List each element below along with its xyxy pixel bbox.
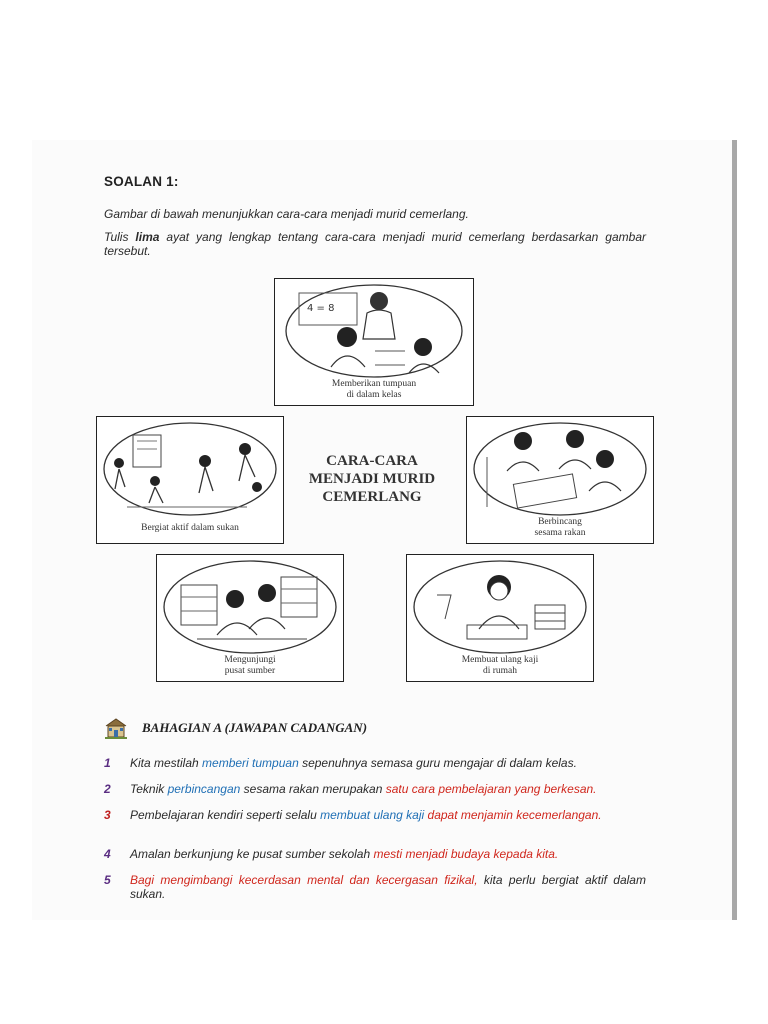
answer-highlight-red: Bagi mengimbangi kecerdasan mental dan kecergasan fizikal, (130, 873, 478, 887)
caption-bottom-left-1: Mengunjungi (224, 655, 276, 665)
instruction-1: Gambar di bawah menunjukkan cara-cara menjadi murid cemerlang. (104, 207, 469, 221)
section-title: BAHAGIAN A (JAWAPAN CADANGAN) (142, 720, 368, 735)
answer-highlight-red: dapat menjamin kecemerlangan. (427, 808, 602, 822)
answer-text: Teknik (130, 782, 168, 796)
caption-right-1: Berbincang (538, 517, 582, 527)
answer-text: kita perlu bergiat aktif dalam sukan. (130, 873, 646, 901)
answer-text: Kita mestilah (130, 756, 203, 770)
answer-highlight-red: satu cara pembelajaran yang berkesan. (385, 782, 597, 796)
answer-text: Amalan berkunjung ke pusat sumber sekolah (130, 847, 374, 861)
instruction-2-bold: lima (135, 230, 160, 244)
picture-class-focus (274, 278, 474, 406)
answer-text: Pembelajaran kendiri seperti selalu (130, 808, 321, 822)
caption-bottom-right-1: Membuat ulang kaji (461, 655, 539, 665)
answer-number: 3 (104, 808, 111, 822)
picture-resource-centre (156, 554, 344, 682)
caption-bottom-right-2: di rumah (482, 666, 518, 676)
center-title-line-1: CARA-CARA (326, 453, 418, 469)
instruction-2-post: ayat yang lengkap tentang cara-cara menjadi murid cemerlang berdasarkan gambar tersebut. (104, 230, 646, 258)
caption-top-1: Memberikan tumpuan (331, 379, 417, 389)
caption-right-2: sesama rakan (534, 528, 586, 538)
answer-number: 4 (104, 847, 111, 861)
center-title (292, 452, 452, 506)
center-title-line-2: MENJADI MURID (308, 471, 436, 487)
caption-top-2: di dalam kelas (346, 390, 402, 400)
answer-number: 1 (104, 756, 111, 770)
page-edge-rule (732, 140, 737, 920)
picture-revision-home (406, 554, 594, 682)
instruction-2-pre: Tulis (104, 230, 136, 244)
school-house-icon (104, 716, 128, 740)
answer-highlight-blue: membuat ulang kaji (320, 808, 425, 822)
instruction-2 (104, 230, 646, 258)
answer-number: 2 (104, 782, 111, 796)
board-text: 4 = 8 (307, 303, 335, 314)
caption-left: Bergiat aktif dalam sukan (141, 523, 239, 533)
caption-bottom-left-2: pusat sumber (224, 666, 276, 676)
answer-highlight-blue: perbincangan (167, 782, 241, 796)
answer-highlight-blue: memberi tumpuan (202, 756, 299, 770)
answer-highlight-red: mesti menjadi budaya kepada kita. (373, 847, 559, 861)
answer-number: 5 (104, 873, 111, 887)
question-title: SOALAN 1: (104, 174, 179, 189)
picture-discussion (466, 416, 654, 544)
answer-text: sesama rakan merupakan (240, 782, 386, 796)
picture-sports (96, 416, 284, 544)
center-title-line-3: CEMERLANG (322, 489, 422, 505)
answer-text: sepenuhnya semasa guru mengajar di dalam kelas. (298, 756, 577, 770)
